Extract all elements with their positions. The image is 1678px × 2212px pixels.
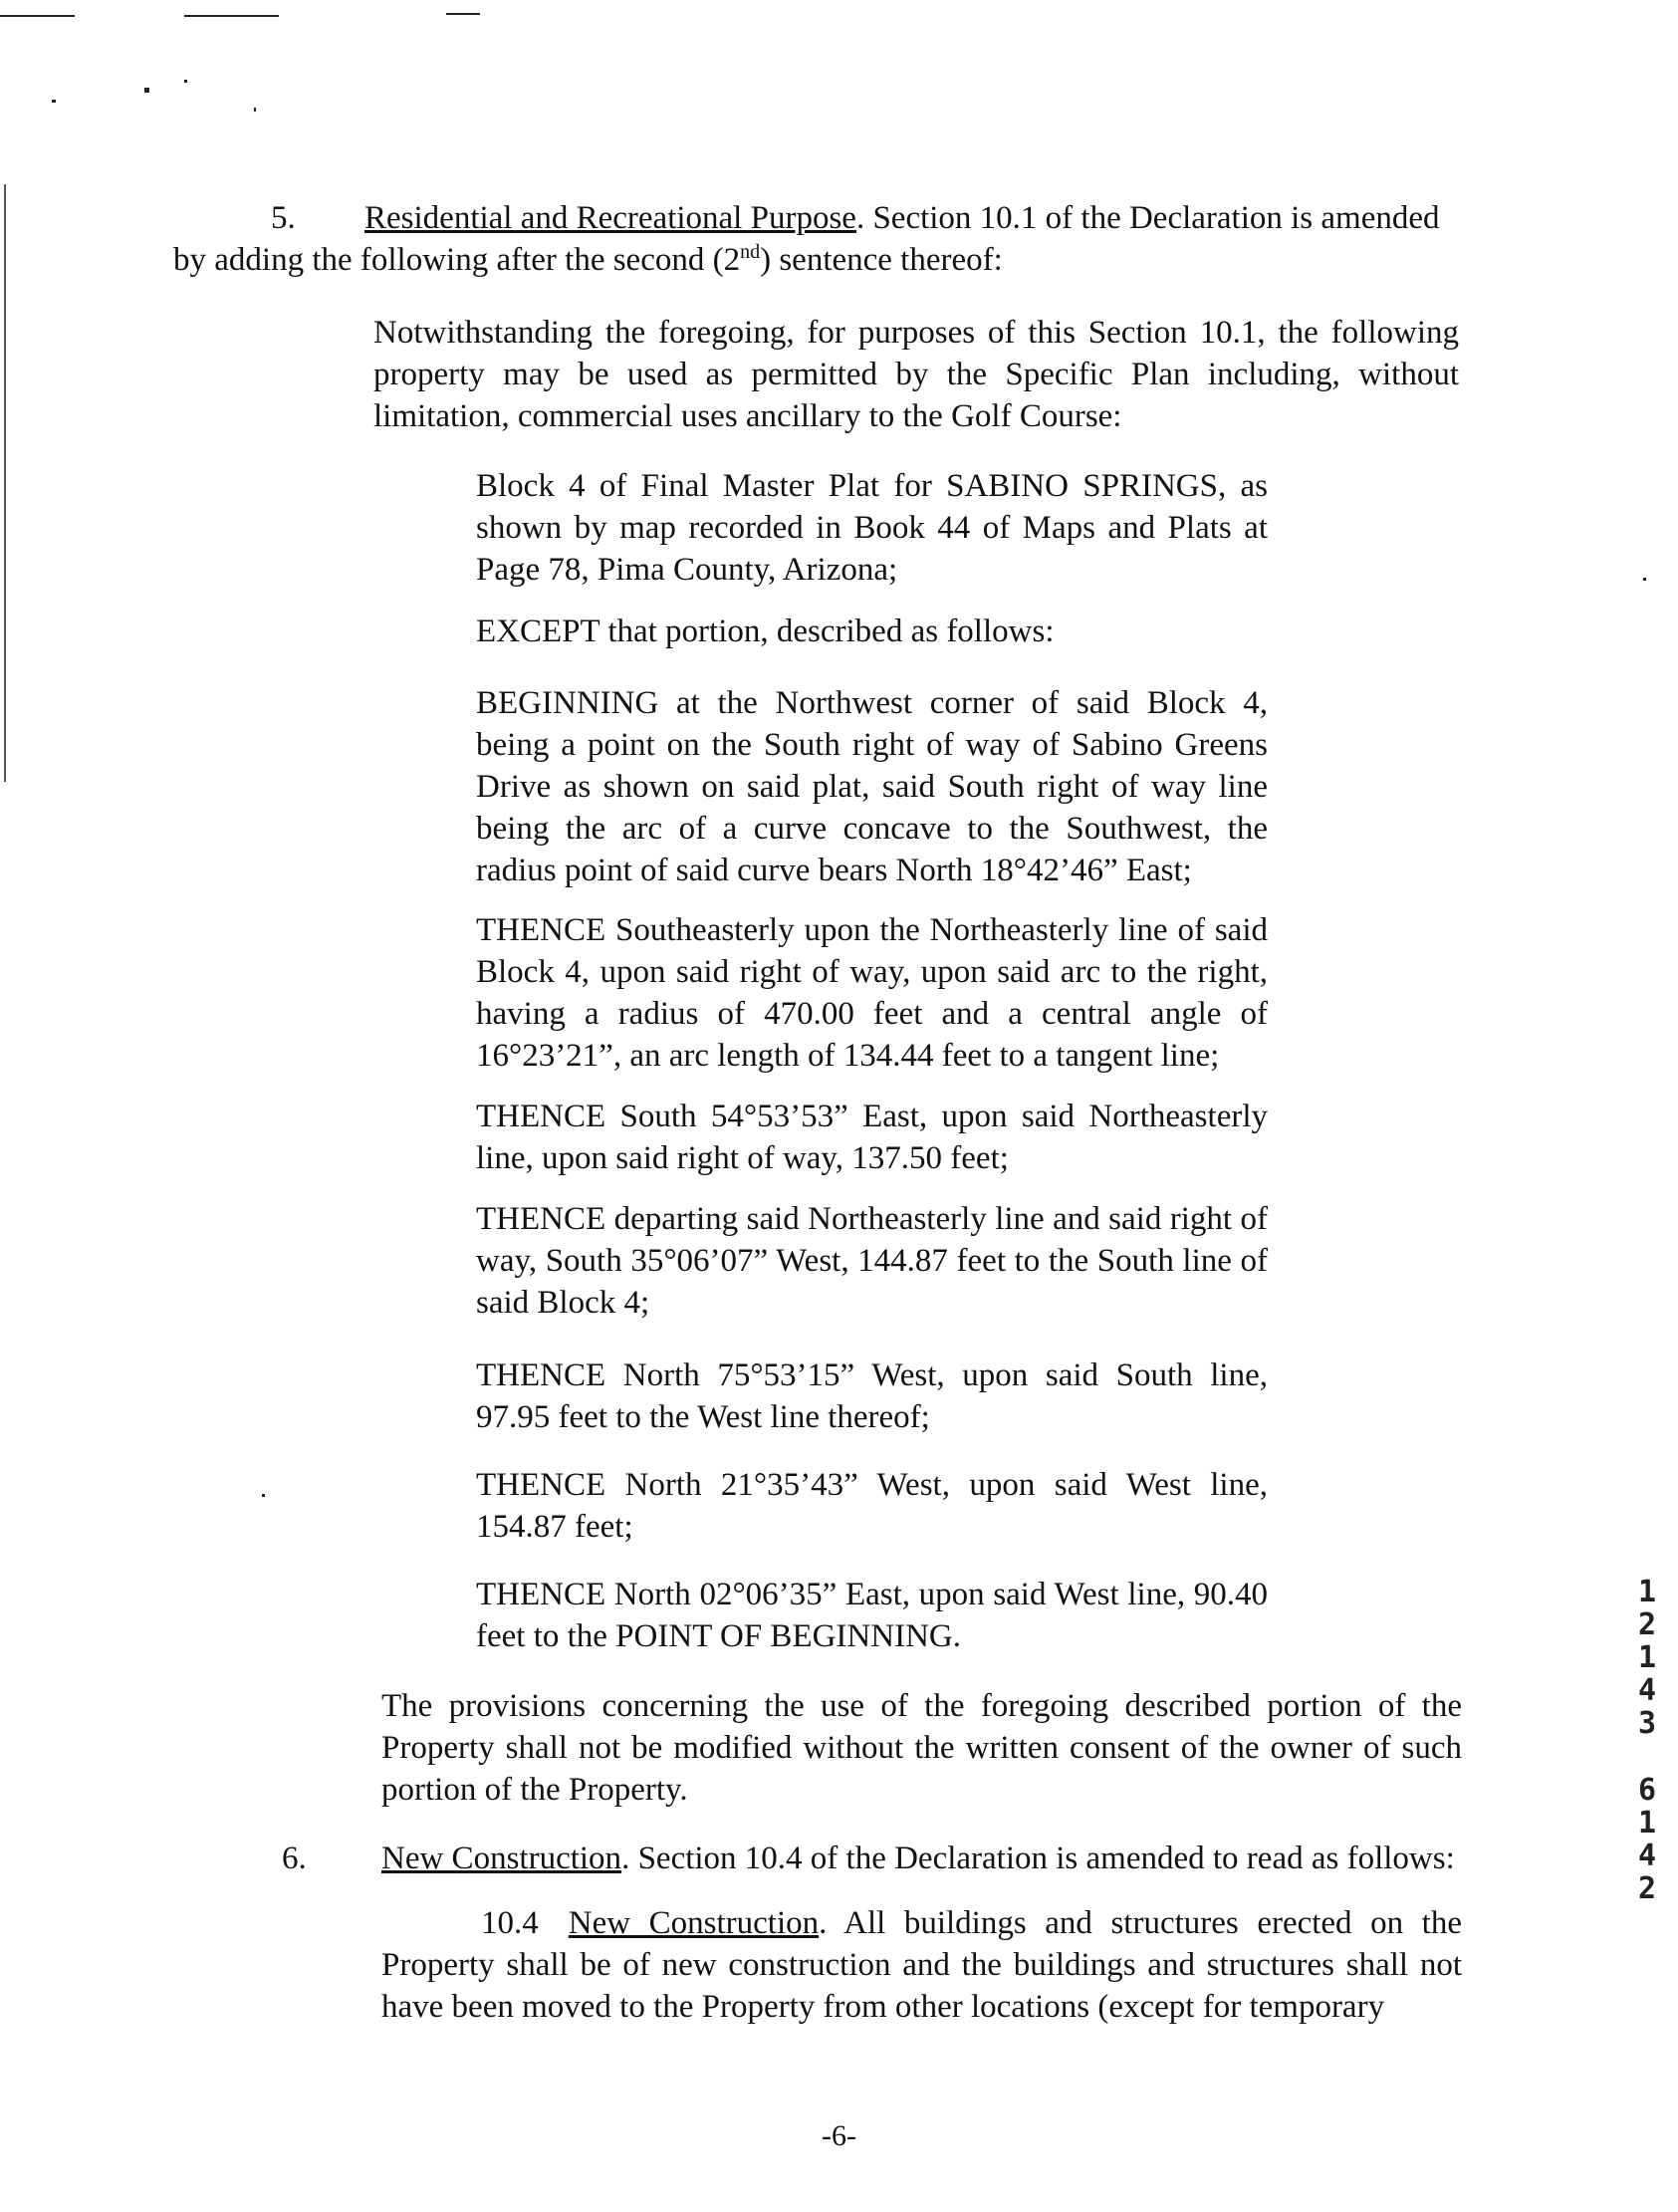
legal-description-block: Block 4 of Final Master Plat for SABINO SPRINGS, as shown by map recorded in Book 44 of Maps and Plats at Page 78, Pima County, Arizona; bbox=[476, 468, 1268, 588]
stamp-gap bbox=[1630, 1740, 1664, 1774]
stamp-digit: 1 bbox=[1637, 1575, 1657, 1609]
section-5-number: 5. bbox=[271, 200, 296, 236]
scan-mark-top-2 bbox=[184, 15, 279, 17]
legal-thence-3: THENCE departing said Northeasterly line and said right of way, South 35°06’07” West, 144.87 feet to the South line of said Block 4; bbox=[476, 1201, 1268, 1321]
section-10-4-number: 10.4 bbox=[481, 1905, 539, 1941]
section-10-4-heading: New Construction bbox=[568, 1905, 820, 1941]
stamp-digit: 2 bbox=[1637, 1607, 1657, 1642]
scan-speck-1 bbox=[52, 100, 56, 103]
section-5-intro-line2: by adding the following after the second (2 bbox=[173, 242, 741, 278]
stamp-digit: 3 bbox=[1637, 1706, 1657, 1741]
section-5-intro-line2-end: ) sentence thereof: bbox=[760, 242, 1003, 278]
legal-thence-4: THENCE North 75°53’15” West, upon said South line, 97.95 feet to the West line thereof; bbox=[476, 1357, 1268, 1435]
scan-speck-2 bbox=[144, 88, 149, 93]
scan-mark-top-1 bbox=[0, 15, 75, 17]
legal-thence-1: THENCE Southeasterly upon the Northeasterly line of said Block 4, upon said right of way, upon said arc to the right, having a radius of 470.00 feet and a central angle of 16°23’21”, an arc length of 134.44 feet to a tangent line; bbox=[476, 912, 1268, 1074]
scan-mark-top-3 bbox=[446, 13, 480, 15]
section-6-heading: New Construction bbox=[381, 1841, 622, 1876]
page-number: -6- bbox=[822, 2119, 856, 2152]
stamp-digit: 1 bbox=[1637, 1640, 1657, 1675]
notwithstanding-paragraph: Notwithstanding the foregoing, for purposes of this Section 10.1, the following property may be used as permitted by the Specific Plan including, without limitation, commercial uses ancillary to the Golf Course: bbox=[373, 315, 1459, 434]
stamp-digit: 4 bbox=[1637, 1673, 1657, 1708]
section-10-4-text: . All buildings and structures erected on the Property shall be of new construction and the buildings and structures shall not have been moved to the Property from other locations (except for temporary bbox=[381, 1905, 1462, 2025]
legal-thence-2: THENCE South 54°53’53” East, upon said Northeasterly line, upon said right of way, 137.50 feet; bbox=[476, 1099, 1268, 1176]
legal-thence-5: THENCE North 21°35’43” West, upon said West line, 154.87 feet; bbox=[476, 1467, 1268, 1545]
stamp-digit: 6 bbox=[1637, 1773, 1657, 1808]
recording-stamp bbox=[1630, 1576, 1664, 1905]
stamp-digit: 1 bbox=[1637, 1806, 1657, 1841]
scan-speck-4 bbox=[254, 108, 256, 112]
section-5-paragraph bbox=[173, 197, 1458, 281]
legal-thence-6: THENCE North 02°06’35” East, upon said West line, 90.40 feet to the POINT OF BEGINNING. bbox=[476, 1577, 1268, 1654]
legal-except-line: EXCEPT that portion, described as follows: bbox=[476, 614, 1055, 649]
stamp-digit: 4 bbox=[1637, 1839, 1657, 1873]
section-6-paragraph bbox=[282, 1838, 1467, 1879]
section-6-number: 6. bbox=[282, 1841, 307, 1876]
ordinal-suffix: nd bbox=[740, 241, 761, 263]
scan-speck-3 bbox=[184, 80, 187, 83]
section-6-intro: . Section 10.4 of the Declaration is amended to read as follows: bbox=[621, 1841, 1455, 1876]
section-10-4-paragraph bbox=[381, 1902, 1462, 2028]
legal-beginning: BEGINNING at the Northwest corner of said Block 4, being a point on the South right of way of Sabino Greens Drive as shown on said plat, said South right of way line being the arc of a curve concave to the Southwest, the radius point of said curve bears North 18°42’46” East; bbox=[476, 685, 1268, 888]
section-5-heading: Residential and Recreational Purpose bbox=[364, 200, 856, 236]
stamp-digit: 2 bbox=[1637, 1871, 1657, 1906]
scan-margin-line bbox=[4, 184, 6, 782]
scan-speck-6 bbox=[262, 1494, 265, 1497]
section-5-intro-line1: . Section 10.1 of the Declaration is amended bbox=[855, 200, 1440, 236]
scan-speck-5 bbox=[1643, 578, 1646, 581]
provisions-paragraph: The provisions concerning the use of the foregoing described portion of the Property shall not be modified without the written consent of the owner of such portion of the Property. bbox=[381, 1688, 1462, 1808]
